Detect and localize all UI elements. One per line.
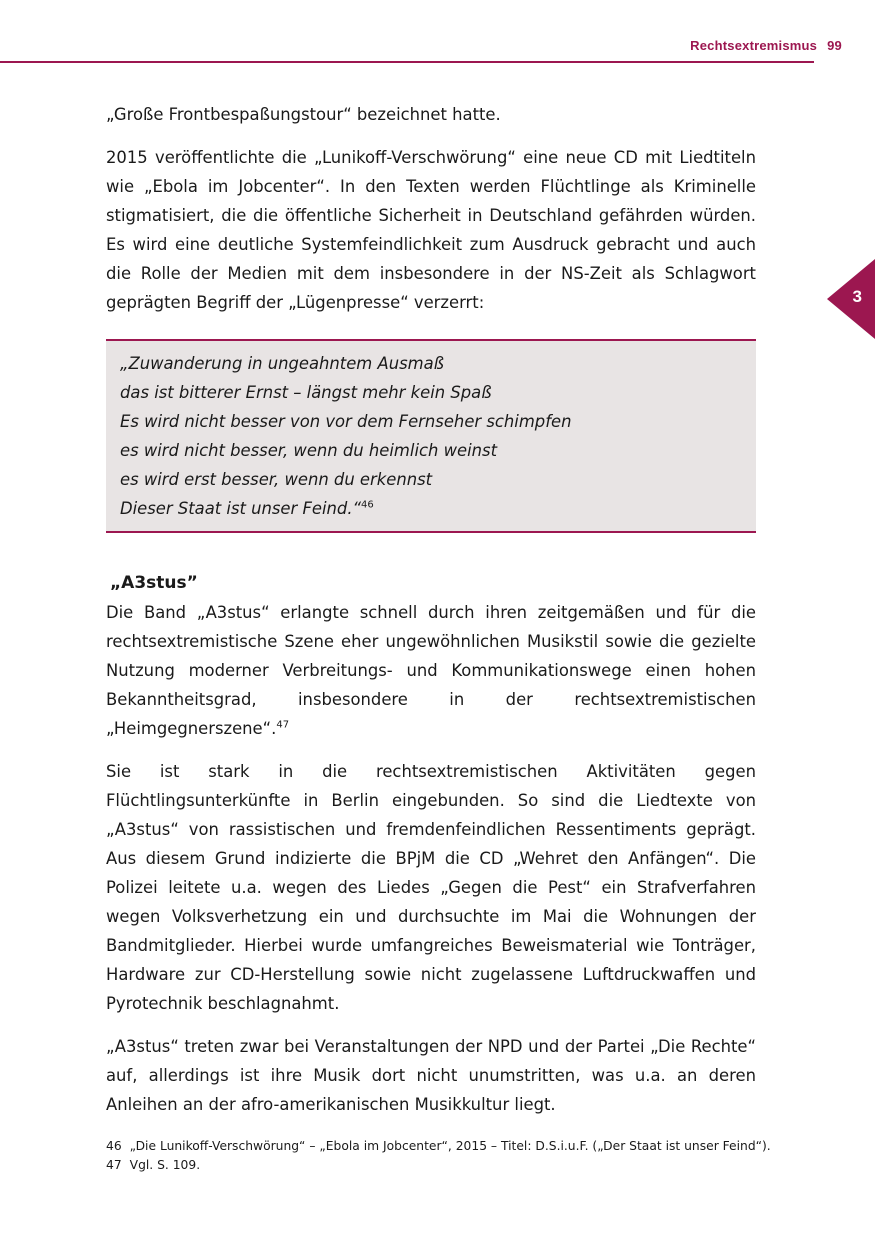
paragraph-text: Die Band „A3stus“ erlangte schnell durch ihren zeitgemäßen und für die rechtsextremistische Szene eher ungewöhnlichen Musikstil sowie die gezielte Nutzung moderner Verbreitungs- und Kommunikationswege einen hohen Bekanntheitsgrad, insbesondere in der rechtsextremistischen „Heimgegnerszene“. <box>106 603 756 738</box>
section-heading: „A3stus” <box>110 573 198 593</box>
footnotes <box>106 1137 806 1175</box>
quote-line: es wird nicht besser, wenn du heimlich weinst <box>120 441 498 460</box>
block-quote <box>106 339 756 533</box>
paragraph: „Große Frontbespaßungstour“ bezeichnet hatte. <box>106 105 501 124</box>
quote-line: „Zuwanderung in ungeahntem Ausmaß <box>120 354 444 373</box>
chapter-tab-triangle <box>827 259 875 339</box>
quote-line: es wird erst besser, wenn du erkennst <box>120 470 433 489</box>
paragraph: 2015 veröffentlichte die „Lunikoff-Verschwörung“ eine neue CD mit Liedtiteln wie „Ebola im Jobcenter“. In den Texten werden Flüchtlinge als Kriminelle stigmatisiert, die die öffentliche Sicherheit in Deutschland gefährden würden. Es wird eine deutliche Systemfeindlichkeit zum Ausdruck gebracht und auch die Rolle der Medien mit dem insbesondere in der NS-Zeit als Schlagwort geprägten Begriff der „Lügenpresse“ verzerrt: <box>106 148 756 312</box>
running-header <box>690 38 842 53</box>
quote-line: Es wird nicht besser von vor dem Fernseher schimpfen <box>120 412 572 431</box>
page-number: 99 <box>827 38 842 53</box>
footnote <box>106 1137 806 1156</box>
quote-line: Dieser Staat ist unser Feind.“ <box>120 499 362 518</box>
footnote-text: „Die Lunikoff-Verschwörung“ – „Ebola im Jobcenter“, 2015 – Titel: D.S.i.u.F. („Der Staat ist unser Feind“). <box>129 1139 771 1153</box>
paragraph: Sie ist stark in die rechtsextremistischen Aktivitäten gegen Flüchtlingsunterkünfte in Berlin eingebunden. So sind die Liedtexte von „A3stus“ von rassistischen und fremdenfeindlichen Ressentiments geprägt. Aus diesem Grund indizierte die BPjM die CD „Wehret den Anfängen“. Die Polizei leitete u.a. wegen des Liedes „Gegen die Pest“ ein Strafverfahren wegen Volksverhetzung ein und durchsuchte im Mai die Wohnungen der Bandmitglieder. Hierbei wurde umfangreiches Beweismaterial wie Tonträger, Hardware zur CD-Herstellung sowie nicht zugelassene Luftdruckwaffen und Pyrotechnik beschlagnahmt. <box>106 762 756 1013</box>
chapter-tab <box>827 259 875 339</box>
section-title: Rechtsextremismus <box>690 38 818 53</box>
paragraph: „A3stus“ treten zwar bei Veranstaltungen der NPD und der Partei „Die Rechte“ auf, allerdings ist ihre Musik dort nicht unumstritten, was u.a. an deren Anleihen an der afro-amerikanischen Musikkultur liegt. <box>106 1037 756 1114</box>
footnote-ref[interactable]: 46 <box>361 499 374 511</box>
footnote-ref[interactable]: 47 <box>276 719 290 731</box>
footnote <box>106 1156 806 1175</box>
header-rule <box>0 61 814 63</box>
paragraph <box>106 598 756 743</box>
footnote-text: Vgl. S. 109. <box>129 1158 201 1172</box>
chapter-tab-label: 3 <box>852 287 862 306</box>
footnote-number: 46 <box>106 1139 122 1153</box>
quote-line-last <box>120 494 742 523</box>
footnote-number: 47 <box>106 1158 122 1172</box>
main-content <box>106 100 756 1133</box>
quote-line: das ist bitterer Ernst – längst mehr kein Spaß <box>120 383 492 402</box>
